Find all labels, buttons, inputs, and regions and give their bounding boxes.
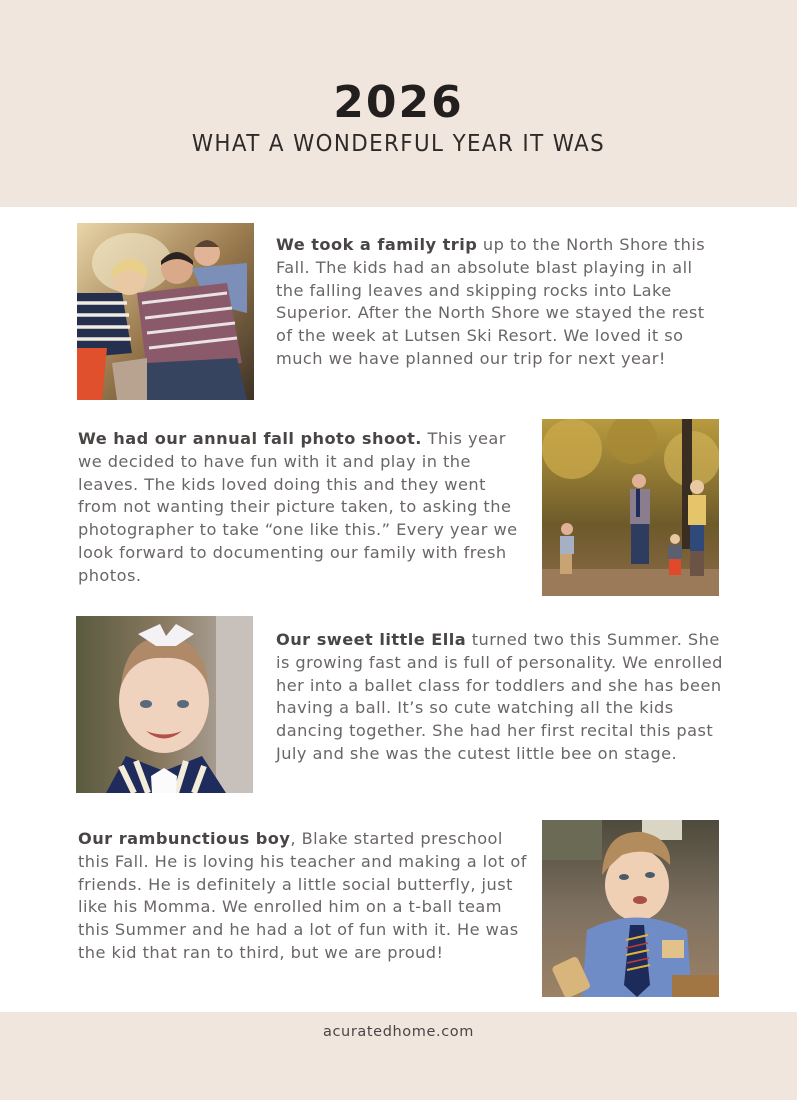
paragraph-body: This year we decided to have fun with it and play in the leaves. The kids loved doing this and they went from not wanting their picture taken, to asking the photographer to take “one like this.” Every year we look forward to documenting our family with fresh photos. — [78, 429, 518, 585]
blake-paragraph — [78, 828, 528, 965]
photo-shoot-paragraph — [78, 428, 528, 588]
paragraph-body: turned two this Summer. She is growing fast and is full of personality. We enrolled her into a ballet class for toddlers and she has been having a ball. It’s so cute watching all the kids dancing together. She had her first recital this past July and she was the cutest little bee on stage. — [276, 630, 723, 763]
page-title-year: 2026 — [333, 77, 464, 128]
family-leaves-photo — [542, 419, 719, 596]
paragraph-lead: Our sweet little Ella — [276, 630, 467, 649]
footer-website-text: acuratedhome.com — [323, 1024, 474, 1040]
paragraph-lead: We had our annual fall photo shoot. — [78, 429, 422, 448]
ella-portrait-photo — [76, 616, 253, 793]
paragraph-lead: Our rambunctious boy — [78, 829, 291, 848]
paragraph-body: up to the North Shore this Fall. The kids had an absolute blast playing in all the falling leaves and skipping rocks into Lake Superior. After the North Shore we stayed the rest of the week at Lutsen Ski Resort. We loved it so much we have planned our trip for next year! — [276, 235, 706, 368]
ella-paragraph — [276, 629, 726, 766]
paragraph-body: , Blake started preschool this Fall. He is loving his teacher and making a lot of friends. He is definitely a little social butterfly, just like his Momma. We enrolled him on a t-ball team this Summer and he had a lot of fun with it. He was the kid that ran to third, but we are proud! — [78, 829, 527, 962]
paragraph-lead: We took a family trip — [276, 235, 478, 254]
page-subtitle: WHAT A WONDERFUL YEAR IT WAS — [191, 131, 606, 157]
family-trip-paragraph — [276, 234, 726, 371]
blake-portrait-photo — [542, 820, 719, 997]
family-hug-photo — [77, 223, 254, 400]
